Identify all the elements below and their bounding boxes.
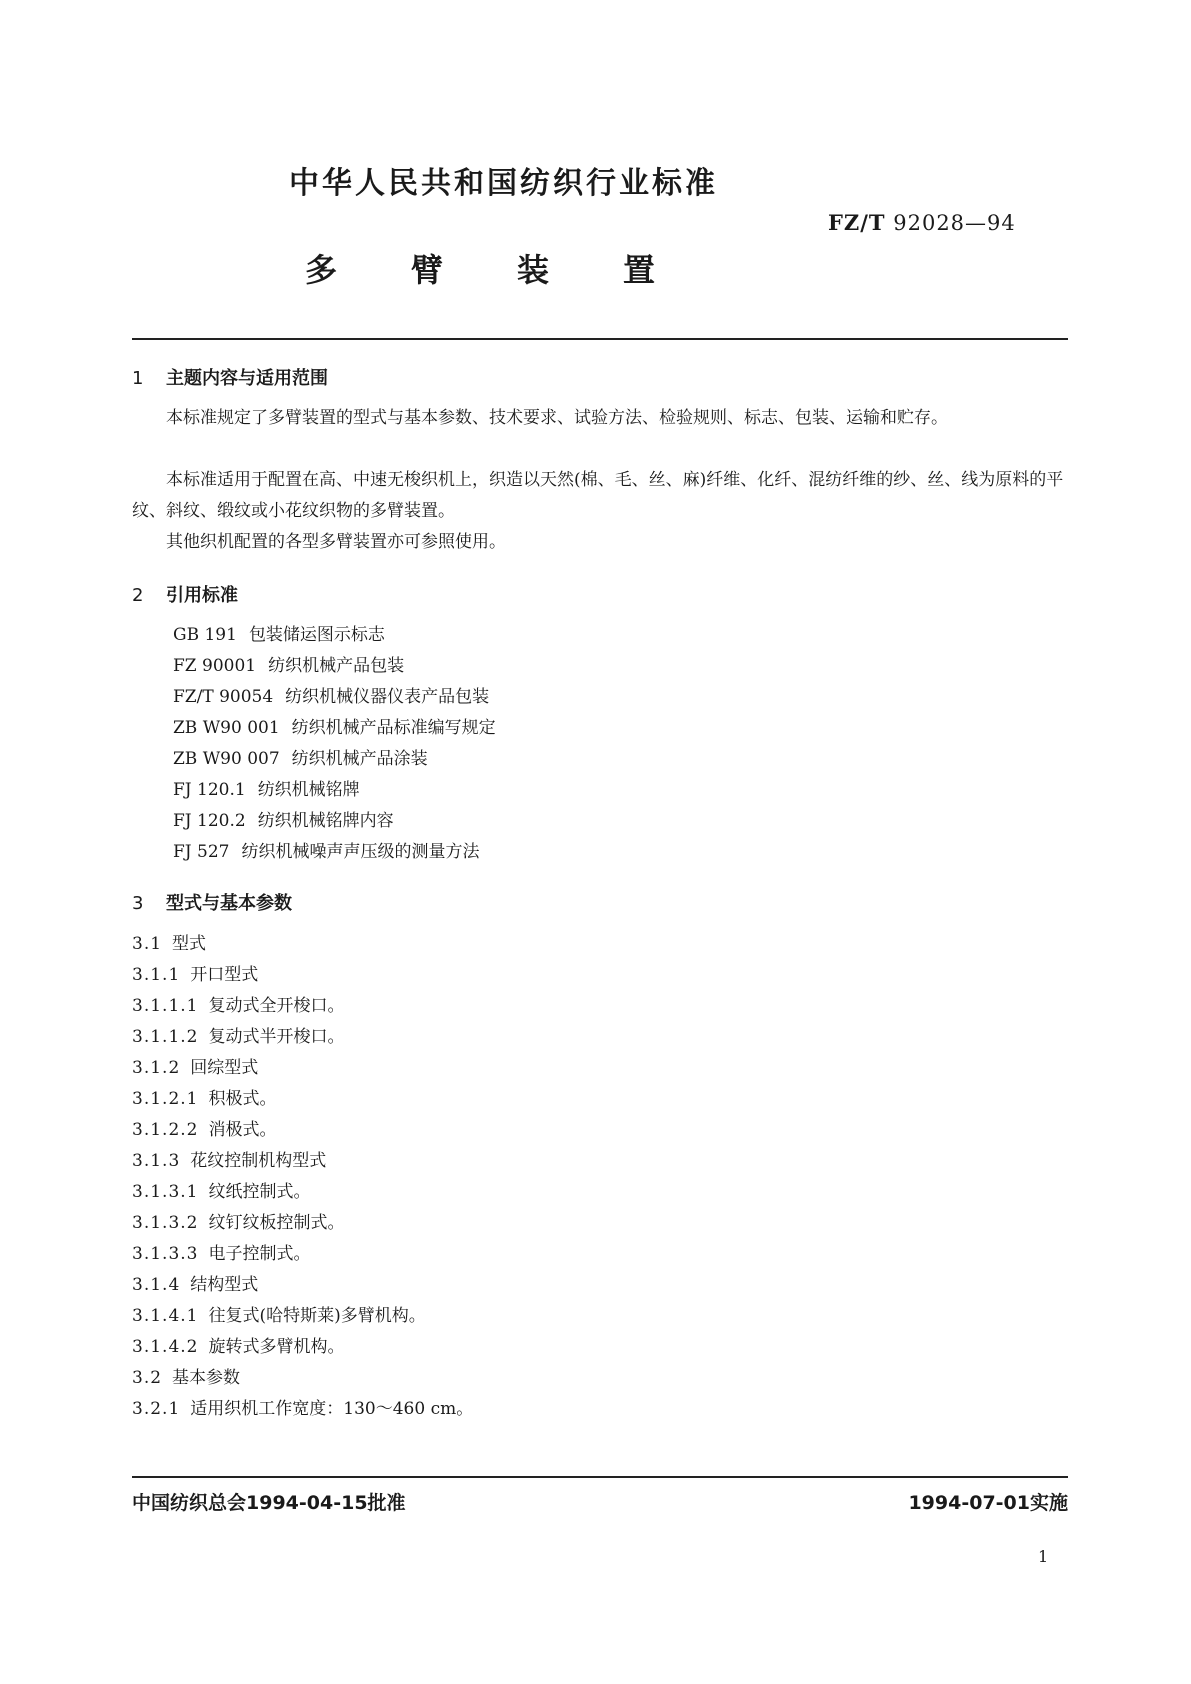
ref-name: 纺织机械产品标准编写规定 (291, 718, 496, 738)
ref-name: 纺织机械仪器仪表产品包装 (285, 687, 490, 707)
clause-text: 积极式。 (208, 1089, 277, 1109)
clause-number: 3.1.2.2 (132, 1120, 199, 1140)
ref-code: FJ 120.2 (173, 811, 246, 831)
clause-number: 3.1.3 (132, 1151, 181, 1171)
section-number: 3 (132, 893, 144, 914)
ref-name: 纺织机械噪声声压级的测量方法 (241, 842, 480, 862)
clause-number: 3.1 (132, 934, 163, 954)
ref-code: ZB W90 007 (173, 749, 280, 769)
header-divider (132, 338, 1068, 340)
clause-text: 消极式。 (208, 1120, 277, 1140)
section-3-heading (132, 889, 292, 915)
ref-code: GB 191 (173, 625, 237, 645)
section-number: 2 (132, 585, 144, 606)
clause (132, 1022, 344, 1047)
standard-code: 92028—94 (893, 211, 1016, 235)
ref-name: 纺织机械铭牌内容 (257, 811, 394, 831)
clause (132, 1053, 258, 1078)
clause (132, 1270, 258, 1295)
clause (132, 960, 258, 985)
clause (132, 1301, 426, 1326)
clause-number: 3.1.3.2 (132, 1213, 199, 1233)
section-number: 1 (132, 368, 144, 389)
clause-number: 3.1.2 (132, 1058, 181, 1078)
effective-date: 1994-07-01实施 (908, 1492, 1068, 1514)
section-title: 引用标准 (166, 585, 238, 606)
reference-item (173, 713, 496, 738)
clause (132, 1239, 310, 1264)
title-char: 装 (517, 251, 550, 289)
clause-number: 3.1.1.1 (132, 996, 199, 1016)
clause-text: 纹纸控制式。 (208, 1182, 311, 1202)
paragraph: 本标准规定了多臂装置的型式与基本参数、技术要求、试验方法、检验规则、标志、包装、运输和贮存。 (166, 408, 948, 428)
clause (132, 1208, 344, 1233)
clause-text: 复动式半开梭口。 (208, 1027, 345, 1047)
clause-text: 复动式全开梭口。 (208, 996, 345, 1016)
clause (132, 929, 206, 954)
clause-text: 开口型式 (190, 965, 259, 985)
clause (132, 1146, 326, 1171)
ref-code: ZB W90 001 (173, 718, 280, 738)
section-title: 型式与基本参数 (166, 893, 292, 914)
ref-code: FJ 527 (173, 842, 230, 862)
clause-number: 3.1.4.2 (132, 1337, 199, 1357)
title-char: 臂 (411, 251, 444, 289)
section-2-heading (132, 581, 238, 607)
clause-text: 电子控制式。 (208, 1244, 311, 1264)
clause-number: 3.1.2.1 (132, 1089, 199, 1109)
clause-text: 回综型式 (190, 1058, 259, 1078)
clause-number: 3.1.1.2 (132, 1027, 199, 1047)
clause-number: 3.1.3.3 (132, 1244, 199, 1264)
org-title: 中华人民共和国纺织行业标准 (289, 166, 718, 201)
ref-name: 纺织机械产品包装 (268, 656, 405, 676)
clause-number: 3.2.1 (132, 1399, 181, 1419)
reference-item (173, 651, 404, 676)
clause-text: 型式 (172, 934, 207, 954)
clause-number: 3.1.4 (132, 1275, 181, 1295)
clause-text: 适用织机工作宽度：130～460 cm。 (190, 1399, 474, 1419)
ref-code: FZ/T 90054 (173, 687, 274, 707)
standard-prefix: FZ/T (828, 210, 886, 235)
clause-text: 基本参数 (172, 1368, 241, 1388)
clause-text: 结构型式 (190, 1275, 259, 1295)
paragraph: 本标准适用于配置在高、中速无梭织机上，织造以天然(棉、毛、丝、麻)纤维、化纤、混纺纤维的纱、丝、线为原料的平纹、斜纹、缎纹或小花纹织物的多臂装置。 (132, 470, 1064, 521)
reference-item (173, 775, 360, 800)
clause (132, 1332, 344, 1357)
clause-number: 3.1.1 (132, 965, 181, 985)
approval-date: 中国纺织总会1994-04-15批准 (132, 1492, 406, 1514)
reference-item (173, 620, 385, 645)
clause-number: 3.2 (132, 1368, 163, 1388)
document-title (305, 245, 729, 291)
clause (132, 1115, 276, 1140)
ref-name: 包装储运图示标志 (248, 625, 385, 645)
footer-divider (132, 1476, 1068, 1478)
clause-number: 3.1.3.1 (132, 1182, 199, 1202)
paragraph: 其他织机配置的各型多臂装置亦可参照使用。 (166, 532, 506, 552)
clause (132, 1177, 310, 1202)
title-char: 多 (305, 251, 338, 289)
clause-text: 纹钉纹板控制式。 (208, 1213, 345, 1233)
reference-item (173, 744, 428, 769)
clause (132, 991, 344, 1016)
clause (132, 1363, 240, 1388)
ref-code: FZ 90001 (173, 656, 257, 676)
reference-item (173, 837, 479, 862)
title-char: 置 (623, 251, 656, 289)
clause-text: 往复式(哈特斯莱)多臂机构。 (208, 1306, 426, 1326)
ref-name: 纺织机械铭牌 (257, 780, 360, 800)
standard-number (828, 210, 1016, 235)
clause-text: 花纹控制机构型式 (190, 1151, 327, 1171)
ref-name: 纺织机械产品涂装 (291, 749, 428, 769)
page-number: 1 (1038, 1547, 1049, 1566)
section-1-heading (132, 364, 328, 390)
reference-item (173, 806, 394, 831)
clause-number: 3.1.4.1 (132, 1306, 199, 1326)
clause (132, 1394, 473, 1419)
clause (132, 1084, 276, 1109)
ref-code: FJ 120.1 (173, 780, 246, 800)
reference-item (173, 682, 489, 707)
section-title: 主题内容与适用范围 (166, 368, 328, 389)
clause-text: 旋转式多臂机构。 (208, 1337, 345, 1357)
